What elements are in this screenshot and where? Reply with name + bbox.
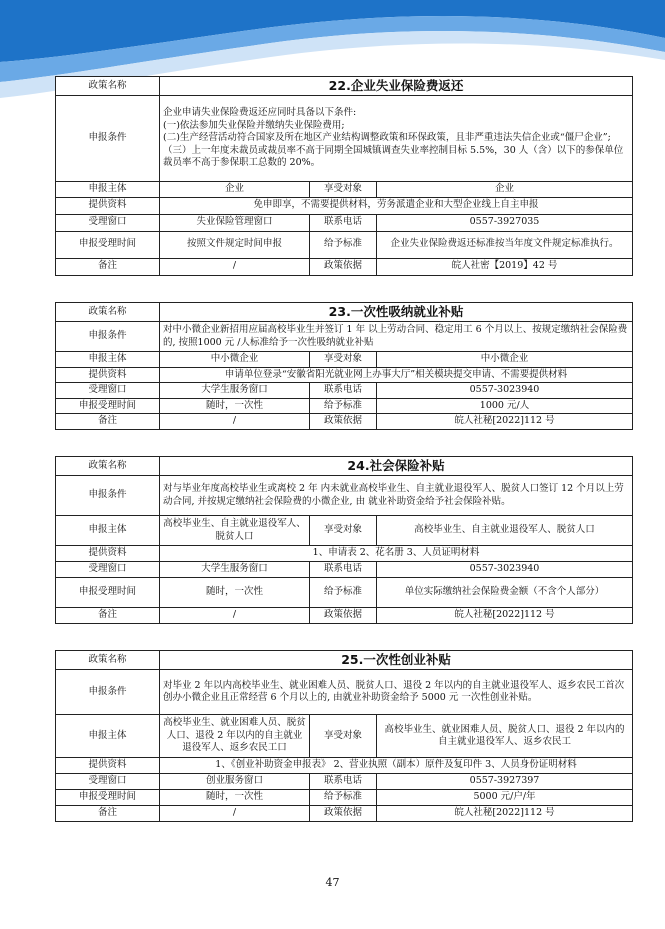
basis-label: 政策依据 [310, 608, 377, 624]
conditions-text [160, 476, 633, 516]
remark-value: / [160, 608, 310, 624]
time-value: 随时，一次性 [160, 578, 310, 608]
policy-section [55, 76, 632, 276]
time-value: 随时，一次性 [160, 790, 310, 806]
beneficiary-label: 享受对象 [310, 715, 377, 758]
standard-value: 1000 元/人 [377, 398, 633, 414]
policy-name-label: 政策名称 [56, 457, 160, 476]
window-value: 大学生服务窗口 [160, 562, 310, 578]
page-number: 47 [325, 876, 340, 889]
time-label: 申报受理时间 [56, 231, 160, 258]
window-label: 受理窗口 [56, 774, 160, 790]
conditions-text [160, 670, 633, 715]
phone-value: 0557-3023940 [377, 383, 633, 399]
basis-value: 皖人社秘[2022]112 号 [377, 608, 633, 624]
time-value: 按照文件规定时间申报 [160, 231, 310, 258]
remark-value: / [160, 806, 310, 822]
phone-value: 0557-3927035 [377, 214, 633, 231]
policy-section [55, 302, 632, 430]
beneficiary-label: 享受对象 [310, 516, 377, 546]
basis-label: 政策依据 [310, 806, 377, 822]
conditions-text [160, 96, 633, 182]
materials-label: 提供资料 [56, 546, 160, 562]
conditions-label: 申报条件 [56, 322, 160, 352]
beneficiary-value: 中小微企业 [377, 352, 633, 368]
materials-label: 提供资料 [56, 758, 160, 774]
condition-line: （三）上一年度未裁员或裁员率不高于同期全国城镇调查失业率控制目标 5.5%，30 人（含）以下的参保单位裁员率不高于参保职工总数的 20%。 [163, 144, 624, 169]
materials-value: 申请单位登录“安徽省阳光就业网上办事大厅”相关模块提交申请、不需要提供材料 [160, 367, 633, 383]
materials-value: 免申即享，不需要提供材料，劳务派遣企业和大型企业线上自主申报 [160, 197, 633, 214]
beneficiary-label: 享受对象 [310, 182, 377, 198]
basis-label: 政策依据 [310, 258, 377, 275]
policy-section [55, 650, 632, 822]
subject-label: 申报主体 [56, 352, 160, 368]
condition-line: 企业申请失业保险费返还应同时具备以下条件: [163, 107, 357, 119]
standard-label: 给予标准 [310, 398, 377, 414]
window-value: 失业保险管理窗口 [160, 214, 310, 231]
phone-label: 联系电话 [310, 214, 377, 231]
materials-label: 提供资料 [56, 197, 160, 214]
subject-label: 申报主体 [56, 182, 160, 198]
window-label: 受理窗口 [56, 214, 160, 231]
materials-value: 1、《创业补助资金申报表》 2、营业执照（副本）原件及复印件 3、人员身份证明材料 [160, 758, 633, 774]
standard-value: 单位实际缴纳社会保险费金额（不含个人部分） [377, 578, 633, 608]
materials-value: 1、申请表 2、花名册 3、人员证明材料 [160, 546, 633, 562]
subject-value: 中小微企业 [160, 352, 310, 368]
materials-label: 提供资料 [56, 367, 160, 383]
policy-name-label: 政策名称 [56, 77, 160, 96]
window-value: 创业服务窗口 [160, 774, 310, 790]
condition-line: (二)生产经营活动符合国家及所在地区产业结构调整政策和环保政策，且非严重违法失信企业或“僵尸企业”; [163, 132, 611, 144]
policy-table [55, 302, 633, 430]
time-value: 随时，一次性 [160, 398, 310, 414]
policy-name-label: 政策名称 [56, 303, 160, 322]
policy-name-label: 政策名称 [56, 651, 160, 670]
policy-title: 25.一次性创业补贴 [160, 651, 633, 670]
remark-label: 备注 [56, 258, 160, 275]
remark-value: / [160, 258, 310, 275]
phone-label: 联系电话 [310, 774, 377, 790]
time-label: 申报受理时间 [56, 578, 160, 608]
policy-table [55, 76, 633, 276]
phone-label: 联系电话 [310, 383, 377, 399]
remark-label: 备注 [56, 608, 160, 624]
subject-value: 企业 [160, 182, 310, 198]
beneficiary-value: 高校毕业生、就业困难人员、脱贫人口、退役 2 年以内的自主就业退役军人、返乡农民工 [377, 715, 633, 758]
phone-value: 0557-3927397 [377, 774, 633, 790]
standard-label: 给予标准 [310, 231, 377, 258]
condition-line: 对与毕业年度高校毕业生或离校 2 年 内未就业高校毕业生、自主就业退役军人、脱贫人口签订 12 个月以上劳动合同, 并按规定缴纳社会保险费的小微企业, 由 就业补助资金给予社会保险补贴。 [163, 483, 624, 507]
standard-label: 给予标准 [310, 790, 377, 806]
phone-value: 0557-3023940 [377, 562, 633, 578]
remark-label: 备注 [56, 414, 160, 430]
subject-label: 申报主体 [56, 516, 160, 546]
beneficiary-value: 高校毕业生、自主就业退役军人、脱贫人口 [377, 516, 633, 546]
standard-value: 5000 元/户/年 [377, 790, 633, 806]
conditions-label: 申报条件 [56, 670, 160, 715]
policy-table [55, 456, 633, 624]
beneficiary-label: 享受对象 [310, 352, 377, 368]
remark-value: / [160, 414, 310, 430]
policy-section [55, 456, 632, 624]
conditions-label: 申报条件 [56, 476, 160, 516]
condition-line: 对毕业 2 年以内高校毕业生、就业困难人员、脱贫人口、退役 2 年以内的自主就业退役军人、返乡农民工首次创办小微企业且正常经营 6 个月以上的, 由就业补助资金给予 5000 元 一次性创业补贴。 [163, 679, 625, 703]
phone-label: 联系电话 [310, 562, 377, 578]
basis-value: 皖人社秘[2022]112 号 [377, 414, 633, 430]
window-value: 大学生服务窗口 [160, 383, 310, 399]
beneficiary-value: 企业 [377, 182, 633, 198]
standard-value: 企业失业保险费返还标准按当年度文件规定标准执行。 [377, 231, 633, 258]
policy-title: 24.社会保险补贴 [160, 457, 633, 476]
subject-value: 高校毕业生、自主就业退役军人、脱贫人口 [160, 516, 310, 546]
standard-label: 给予标准 [310, 578, 377, 608]
window-label: 受理窗口 [56, 383, 160, 399]
subject-value: 高校毕业生、就业困难人员、脱贫人口、退役 2 年以内的自主就业退役军人、返乡农民工口 [160, 715, 310, 758]
conditions-label: 申报条件 [56, 96, 160, 182]
policy-table [55, 650, 633, 822]
conditions-text [160, 322, 633, 352]
policy-title: 23.一次性吸纳就业补贴 [160, 303, 633, 322]
basis-value: 皖人社秘[2022]112 号 [377, 806, 633, 822]
subject-label: 申报主体 [56, 715, 160, 758]
policy-title: 22.企业失业保险费返还 [160, 77, 633, 96]
condition-line: (一)依法参加失业保险并缴纳失业保险费用; [163, 119, 345, 131]
window-label: 受理窗口 [56, 562, 160, 578]
condition-line: 对中小微企业新招用应届高校毕业生并签订 1 年 以上劳动合同、稳定用工 6 个月以上、按规定缴纳社会保险费的, 按照1000 元 /人标准给予一次性吸纳就业补贴 [163, 324, 628, 348]
time-label: 申报受理时间 [56, 398, 160, 414]
basis-value: 皖人社密【2019】42 号 [377, 258, 633, 275]
time-label: 申报受理时间 [56, 790, 160, 806]
remark-label: 备注 [56, 806, 160, 822]
basis-label: 政策依据 [310, 414, 377, 430]
